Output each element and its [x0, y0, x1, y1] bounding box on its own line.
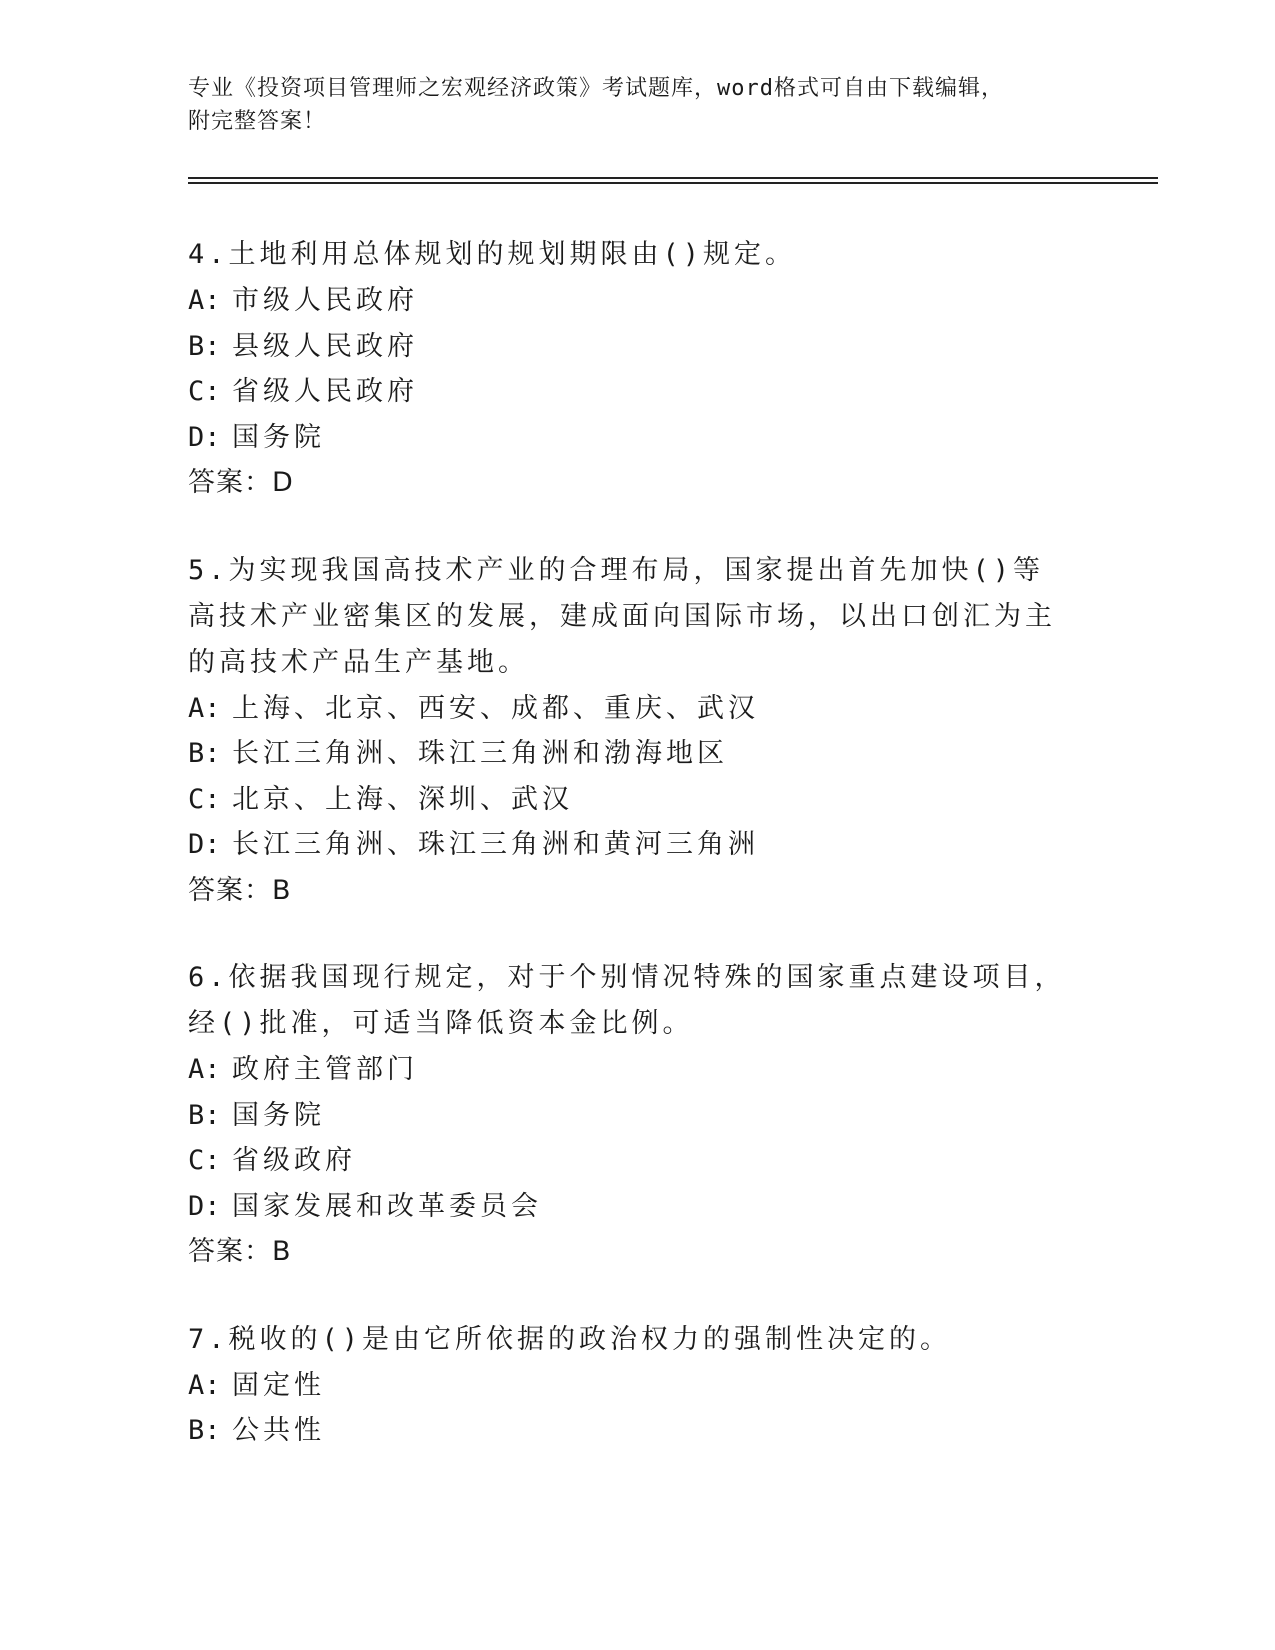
option-letter: A: [188, 1054, 221, 1085]
option-letter: D: [188, 421, 221, 453]
option-text: 上海、北京、西安、成都、重庆、武汉 [232, 692, 759, 724]
option-d [188, 822, 1068, 868]
option-text: 省级人民政府 [232, 376, 418, 407]
option-text: 县级人民政府 [232, 330, 418, 362]
option-letter: C: [188, 376, 221, 407]
option-text: 公共性 [232, 1415, 325, 1446]
question-6 [188, 955, 1068, 1275]
question-5 [188, 548, 1068, 914]
option-text: 省级政府 [232, 1145, 356, 1176]
option-text: 固定性 [232, 1369, 325, 1401]
option-d [188, 415, 1068, 461]
option-b [188, 1408, 1068, 1454]
document-header [188, 72, 1088, 138]
option-letter: B: [188, 330, 221, 362]
option-letter: B: [188, 1415, 221, 1446]
option-letter: C: [188, 783, 221, 815]
option-letter: D: [188, 829, 221, 860]
question-text: 5.为实现我国高技术产业的合理布局，国家提出首先加快()等高技术产业密集区的发展，建成面向国际市场，以出口创汇为主的高技术产品生产基地。 [188, 554, 1056, 678]
option-a [188, 1363, 1068, 1409]
option-text: 国务院 [232, 421, 325, 453]
option-c [188, 777, 1068, 823]
question-text: 6.依据我国现行规定，对于个别情况特殊的国家重点建设项目，经()批准，可适当降低资本金比例。 [188, 962, 1066, 1039]
option-d [188, 1184, 1068, 1230]
question-7 [188, 1317, 1068, 1454]
answer-line: 答案：B [188, 874, 292, 906]
option-letter: C: [188, 1145, 221, 1176]
question-4 [188, 232, 1068, 506]
option-text: 北京、上海、深圳、武汉 [232, 783, 573, 815]
question-text: 4.土地利用总体规划的规划期限由()规定。 [188, 239, 797, 270]
option-c [188, 369, 1068, 415]
option-text: 国务院 [232, 1099, 325, 1131]
option-letter: A: [188, 285, 221, 316]
option-letter: D: [188, 1190, 221, 1222]
option-text: 政府主管部门 [232, 1054, 418, 1085]
option-a [188, 686, 1068, 732]
option-b [188, 731, 1068, 777]
option-a [188, 1047, 1068, 1093]
option-text: 国家发展和改革委员会 [232, 1190, 542, 1222]
option-letter: B: [188, 738, 221, 769]
option-b [188, 324, 1068, 370]
header-divider-bottom [188, 182, 1158, 184]
header-divider-top [188, 177, 1158, 179]
option-letter: A: [188, 1369, 221, 1401]
option-text: 长江三角洲、珠江三角洲和渤海地区 [232, 738, 728, 769]
answer-line: 答案：D [188, 467, 294, 498]
question-text: 7.税收的()是由它所依据的政治权力的强制性决定的。 [188, 1323, 952, 1355]
header-line-1: 专业《投资项目管理师之宏观经济政策》考试题库，word格式可自由下载编辑， [188, 76, 1004, 101]
question-list [188, 232, 1068, 1496]
option-text: 长江三角洲、珠江三角洲和黄河三角洲 [232, 829, 759, 860]
option-text: 市级人民政府 [232, 285, 418, 316]
option-b [188, 1093, 1068, 1139]
answer-line: 答案：B [188, 1236, 292, 1267]
header-line-2: 附完整答案！ [188, 109, 327, 134]
option-letter: A: [188, 692, 221, 724]
option-c [188, 1138, 1068, 1184]
option-letter: B: [188, 1099, 221, 1131]
option-a [188, 278, 1068, 324]
